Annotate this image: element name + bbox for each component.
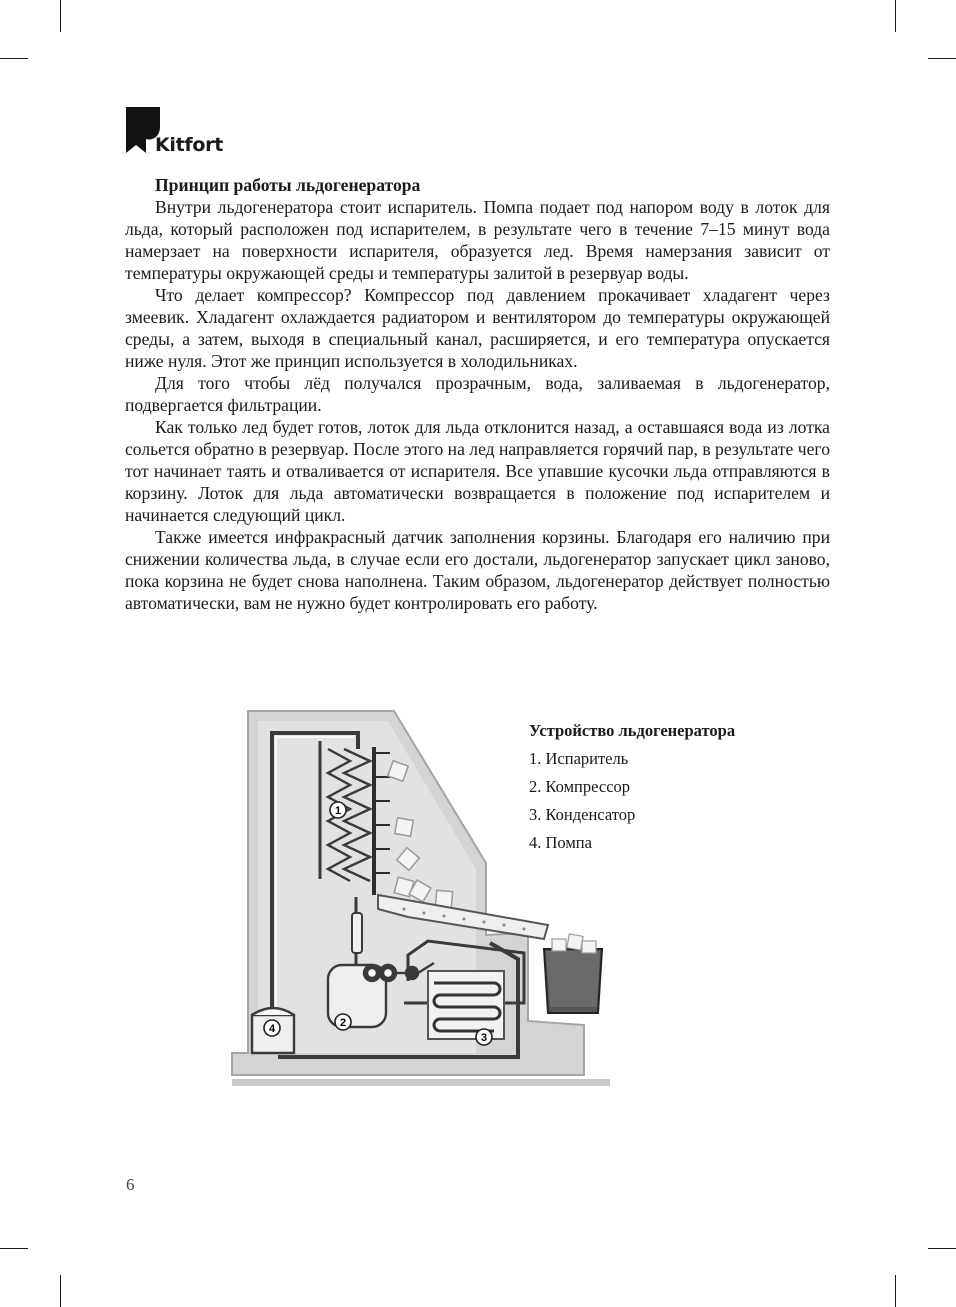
crop-mark bbox=[60, 1275, 61, 1307]
legend-item: 4. Помпа bbox=[529, 833, 592, 852]
filter-drier bbox=[352, 913, 362, 953]
crop-mark bbox=[928, 58, 956, 59]
marker-2 bbox=[335, 1014, 351, 1030]
legend-title: Устройство льдогенератора bbox=[529, 721, 736, 740]
condenser bbox=[428, 971, 504, 1039]
svg-text:1: 1 bbox=[334, 805, 342, 817]
legend-item: 1. Испаритель bbox=[529, 749, 629, 768]
paragraph: Внутри льдогенератора стоит испаритель. Помпа подает под напором воду в лоток для льда, который расположен под испарителем, в результате чего в течение 7–15 минут вода намерзает на поверхности испарителя, образуется лед. Время намерзания зависит от температуры окружающей среды и температуры залитой в резервуар воды. bbox=[125, 197, 830, 283]
page-number: 6 bbox=[126, 1175, 135, 1194]
marker-4 bbox=[264, 1020, 280, 1036]
svg-text:4: 4 bbox=[268, 1023, 276, 1035]
svg-text:2: 2 bbox=[339, 1017, 347, 1029]
logo-text: Kitfort bbox=[155, 134, 223, 156]
paragraph: Как только лед будет готов, лоток для льда отклонится назад, а оставшаяся вода из лотка сольется обратно в резервуар. После этого на лед направляется горячий пар, в результате чего тот начинает таять и отваливается от испарителя. Все упавшие кусочки льда отправляются в корзину. Лоток для льда автоматически возвращается в положение под испарителем и начинается следующий цикл. bbox=[125, 417, 830, 525]
paragraph: Для того чтобы лёд получался прозрачным, вода, заливаемая в льдогенератор, подвергается фильтрации. bbox=[125, 373, 830, 415]
paragraph: Что делает компрессор? Компрессор под давлением прокачивает хладагент через змеевик. Хладагент охлаждается радиатором и вентилятором до температуры окружающей среды, а затем, выходя в специальный канал, расширяется, и его температура опускается ниже нуля. Этот же принцип используется в холодильниках. bbox=[125, 285, 830, 371]
crop-mark bbox=[895, 0, 896, 32]
crop-mark bbox=[895, 1275, 896, 1307]
legend-item: 3. Конденсатор bbox=[529, 805, 636, 824]
marker-3 bbox=[476, 1029, 492, 1045]
section-body bbox=[125, 174, 830, 614]
paragraph: Также имеется инфракрасный датчик заполнения корзины. Благодаря его наличию при снижении количества льда, в случае если его достали, льдогенератор запускает цикл заново, пока корзина не будет снова наполнена. Таким образом, льдогенератор действует полностью автоматически, вам не нужно будет контролировать его работу. bbox=[125, 527, 830, 613]
crop-mark bbox=[60, 0, 61, 32]
legend-item: 2. Компрессор bbox=[529, 777, 631, 796]
svg-text:3: 3 bbox=[480, 1032, 488, 1044]
section-title: Принцип работы льдогенератора bbox=[155, 175, 421, 195]
crop-mark bbox=[928, 1248, 956, 1249]
marker-1 bbox=[330, 802, 346, 818]
crop-mark bbox=[0, 58, 28, 59]
diagram-legend bbox=[529, 717, 735, 857]
crop-mark bbox=[0, 1248, 28, 1249]
